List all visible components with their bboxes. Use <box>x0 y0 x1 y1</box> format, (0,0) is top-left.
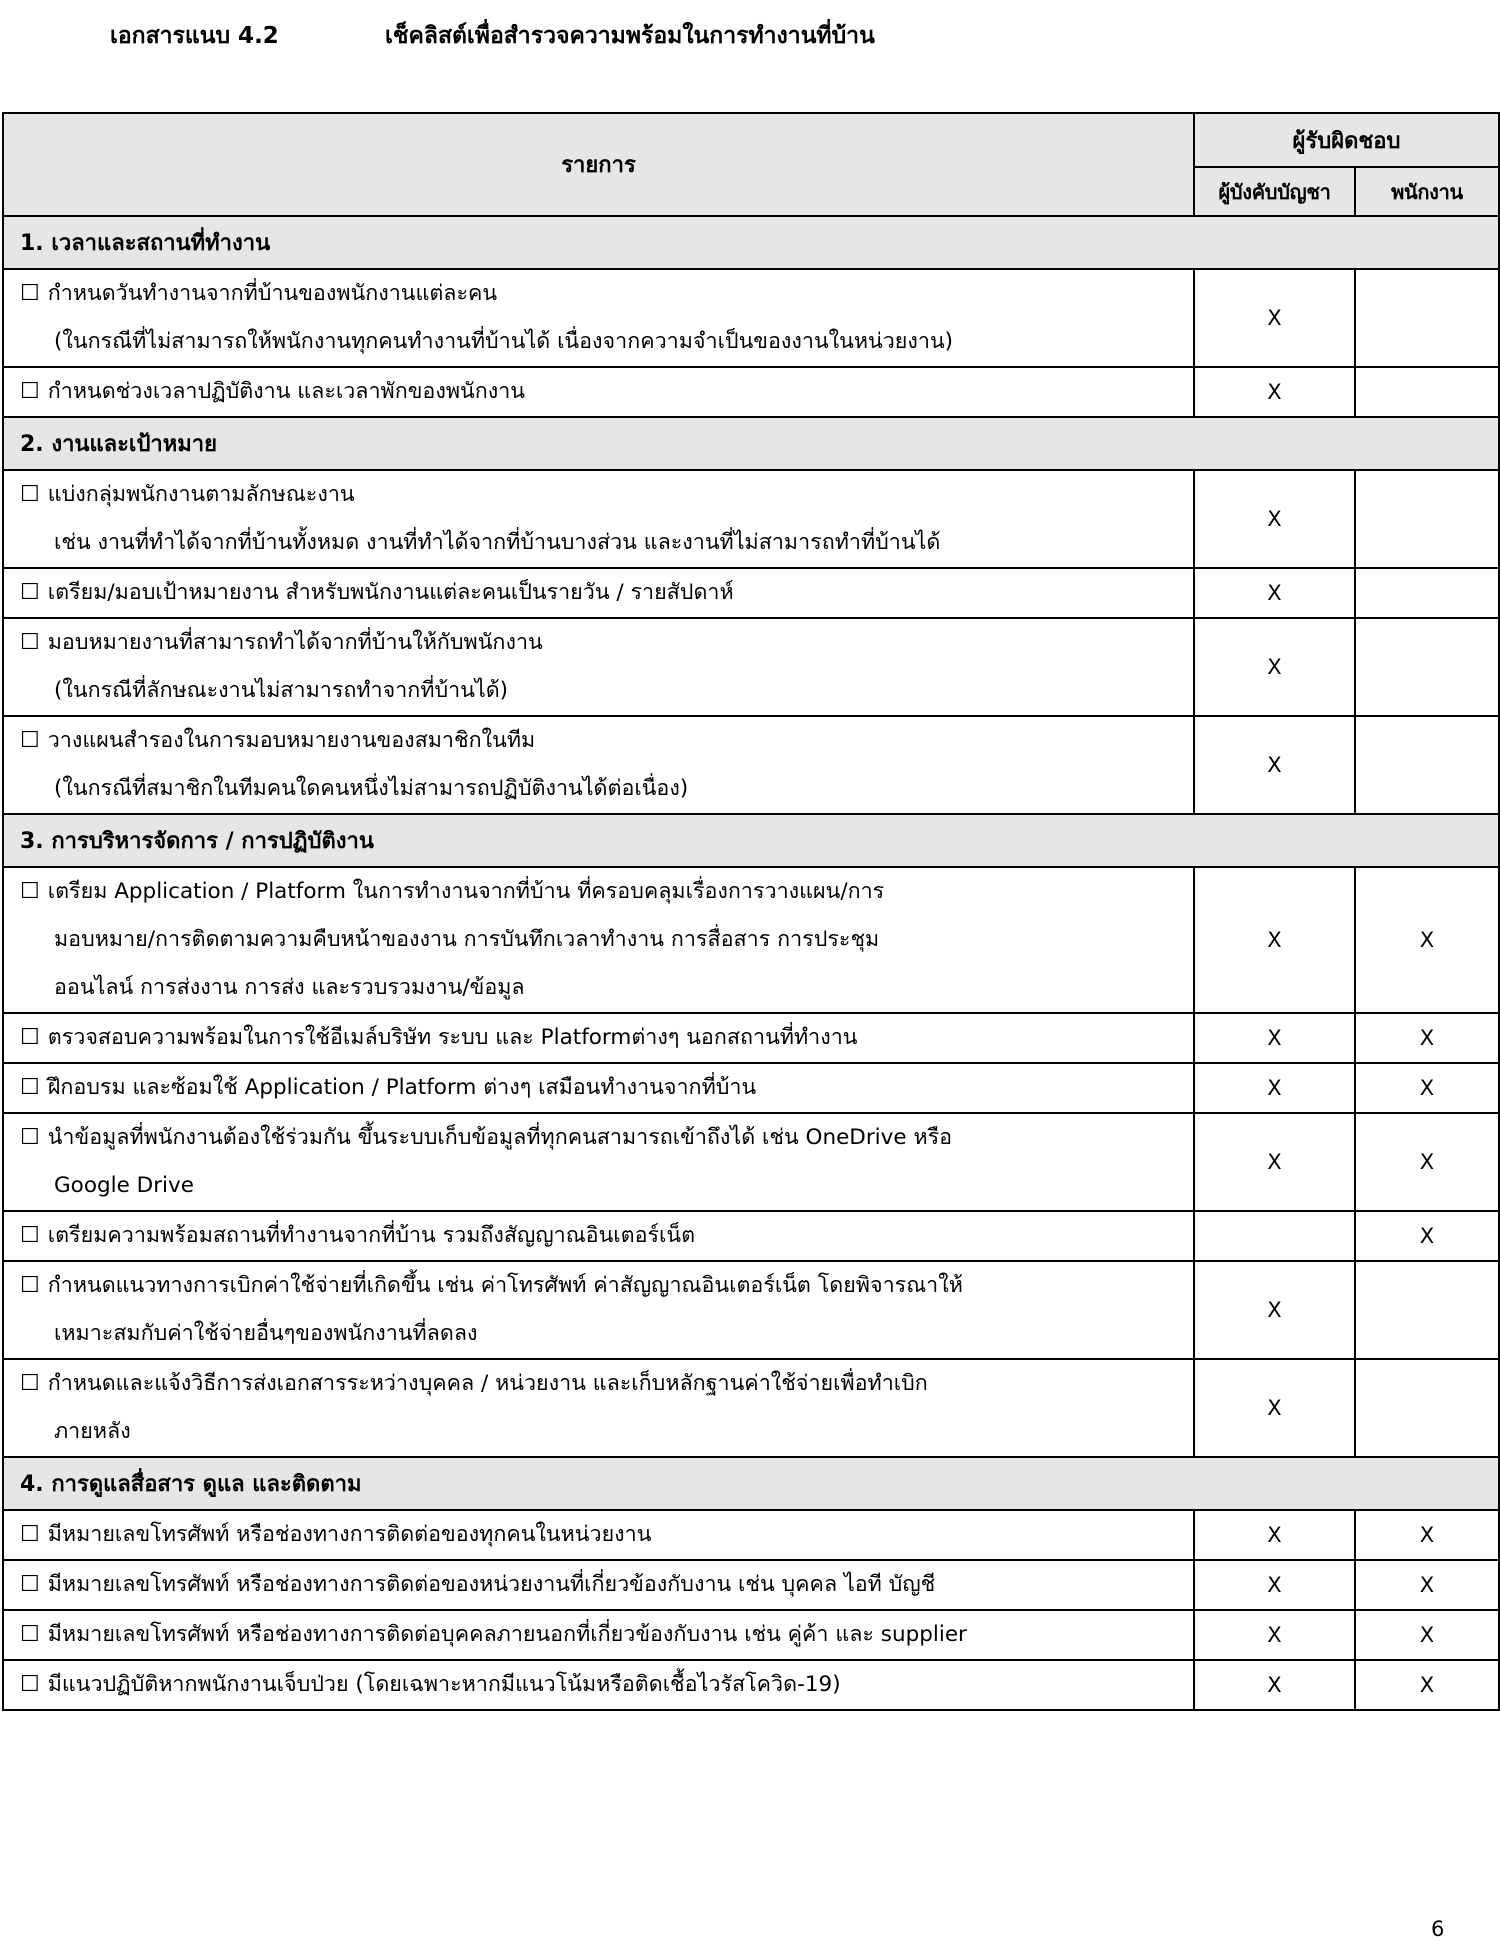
item-line: มีแนวปฏิบัติหากพนักงานเจ็บป่วย (โดยเฉพาะหากมีแนวโน้มหรือติดเชื้อไวรัสโควิด-19) <box>47 1672 841 1697</box>
checkbox-icon[interactable]: ☐ <box>20 1522 40 1547</box>
employee-mark <box>1355 618 1499 716</box>
item-line: กำหนดวันทำงานจากที่บ้านของพนักงานแต่ละคน <box>47 281 498 306</box>
employee-column-header: พนักงาน <box>1355 167 1499 216</box>
supervisor-mark: X <box>1194 1610 1355 1660</box>
checklist-row <box>3 568 1499 618</box>
supervisor-mark: X <box>1194 1660 1355 1710</box>
item-line: ภายหลัง <box>54 1419 131 1444</box>
item-line: มอบหมาย/การติดตามความคืบหน้าของงาน การบันทึกเวลาทำงาน การสื่อสาร การประชุม <box>54 927 880 952</box>
supervisor-mark: X <box>1194 1261 1355 1359</box>
checkbox-icon[interactable]: ☐ <box>20 379 40 404</box>
checkbox-icon[interactable]: ☐ <box>20 1125 40 1150</box>
section-title: 2. งานและเป้าหมาย <box>3 417 1499 470</box>
item-line: (ในกรณีที่สมาชิกในทีมคนใดคนหนึ่งไม่สามารถปฏิบัติงานได้ต่อเนื่อง) <box>54 776 689 801</box>
checklist-row <box>3 1113 1499 1211</box>
checklist-item-text <box>3 1510 1194 1560</box>
checkbox-icon[interactable]: ☐ <box>20 1622 40 1647</box>
item-line: Google Drive <box>54 1173 194 1198</box>
checklist-row <box>3 1510 1499 1560</box>
item-line: มีหมายเลขโทรศัพท์ หรือช่องทางการติดต่อบุคคลภายนอกที่เกี่ยวข้องกับงาน เช่น คู่ค้า และ supplier <box>47 1622 967 1647</box>
supervisor-mark: X <box>1194 867 1355 1013</box>
checkbox-icon[interactable]: ☐ <box>20 281 40 306</box>
checklist-row <box>3 716 1499 814</box>
item-line: เตรียม/มอบเป้าหมายงาน สำหรับพนักงานแต่ละคนเป็นรายวัน / รายสัปดาห์ <box>47 580 734 605</box>
supervisor-mark: X <box>1194 1560 1355 1610</box>
employee-mark <box>1355 269 1499 367</box>
checkbox-icon[interactable]: ☐ <box>20 1371 40 1396</box>
checklist-row <box>3 867 1499 1013</box>
supervisor-mark: X <box>1194 618 1355 716</box>
checklist-body <box>3 216 1499 1710</box>
document-title: เช็คลิสต์เพื่อสำรวจความพร้อมในการทำงานที่บ้าน <box>385 23 875 49</box>
checklist-row <box>3 269 1499 367</box>
item-line: เช่น งานที่ทำได้จากที่บ้านทั้งหมด งานที่ทำได้จากที่บ้านบางส่วน และงานที่ไม่สามารถทำที่บ้านได้ <box>54 530 941 555</box>
checkbox-icon[interactable]: ☐ <box>20 1672 40 1697</box>
employee-mark: X <box>1355 1063 1499 1113</box>
checklist-row <box>3 1359 1499 1457</box>
item-line: มอบหมายงานที่สามารถทำได้จากที่บ้านให้กับพนักงาน <box>47 630 543 655</box>
checklist-item-text <box>3 1560 1194 1610</box>
employee-mark: X <box>1355 1113 1499 1211</box>
checklist-item-text <box>3 470 1194 568</box>
checklist-item-text <box>3 568 1194 618</box>
employee-mark <box>1355 1359 1499 1457</box>
checklist-item-text <box>3 867 1194 1013</box>
supervisor-mark <box>1194 1211 1355 1261</box>
employee-mark <box>1355 470 1499 568</box>
item-line: (ในกรณีที่ลักษณะงานไม่สามารถทำจากที่บ้านได้) <box>54 678 509 703</box>
section-title: 3. การบริหารจัดการ / การปฏิบัติงาน <box>3 814 1499 867</box>
checklist-row <box>3 1211 1499 1261</box>
supervisor-mark: X <box>1194 1359 1355 1457</box>
supervisor-mark: X <box>1194 1063 1355 1113</box>
supervisor-mark: X <box>1194 470 1355 568</box>
supervisor-mark: X <box>1194 269 1355 367</box>
checklist-item-text <box>3 1610 1194 1660</box>
checklist-item-text <box>3 1113 1194 1211</box>
employee-mark <box>1355 568 1499 618</box>
section-row <box>3 1457 1499 1510</box>
item-line: ฝึกอบรม และซ้อมใช้ Application / Platform ต่างๆ เสมือนทำงานจากที่บ้าน <box>47 1075 757 1100</box>
employee-mark: X <box>1355 1660 1499 1710</box>
item-line: มีหมายเลขโทรศัพท์ หรือช่องทางการติดต่อของหน่วยงานที่เกี่ยวข้องกับงาน เช่น บุคคล ไอที บัญชี <box>47 1572 936 1597</box>
responsible-column-header: ผู้รับผิดชอบ <box>1194 113 1499 167</box>
checklist-item-text <box>3 1359 1194 1457</box>
item-line: (ในกรณีที่ไม่สามารถให้พนักงานทุกคนทำงานที่บ้านได้ เนื่องจากความจำเป็นของงานในหน่วยงาน) <box>54 329 954 354</box>
checklist-item-text <box>3 716 1194 814</box>
supervisor-mark: X <box>1194 367 1355 417</box>
employee-mark: X <box>1355 1610 1499 1660</box>
checklist-item-text <box>3 1660 1194 1710</box>
checklist-table <box>2 112 1500 1711</box>
supervisor-mark: X <box>1194 716 1355 814</box>
checklist-item-text <box>3 1211 1194 1261</box>
item-line: แบ่งกลุ่มพนักงานตามลักษณะงาน <box>47 482 355 507</box>
checklist-row <box>3 367 1499 417</box>
employee-mark: X <box>1355 1560 1499 1610</box>
checklist-item-text <box>3 269 1194 367</box>
employee-mark <box>1355 367 1499 417</box>
item-line: ตรวจสอบความพร้อมในการใช้อีเมล์บริษัท ระบบ และ Platformต่างๆ นอกสถานที่ทำงาน <box>47 1025 858 1050</box>
item-line: วางแผนสำรองในการมอบหมายงานของสมาชิกในทีม <box>47 728 536 753</box>
item-line: เตรียมความพร้อมสถานที่ทำงานจากที่บ้าน รวมถึงสัญญาณอินเตอร์เน็ต <box>47 1223 696 1248</box>
item-line: ออนไลน์ การส่งงาน การส่ง และรวบรวมงาน/ข้อมูล <box>54 975 525 1000</box>
section-row <box>3 814 1499 867</box>
section-title: 1. เวลาและสถานที่ทำงาน <box>3 216 1499 269</box>
supervisor-mark: X <box>1194 1510 1355 1560</box>
item-line: เตรียม Application / Platform ในการทำงานจากที่บ้าน ที่ครอบคลุมเรื่องการวางแผน/การ <box>47 879 885 904</box>
checkbox-icon[interactable]: ☐ <box>20 1223 40 1248</box>
page-number: 6 <box>1431 1917 1445 1941</box>
item-line: นำข้อมูลที่พนักงานต้องใช้ร่วมกัน ขึ้นระบบเก็บข้อมูลที่ทุกคนสามารถเข้าถึงได้ เช่น OneDrive หรือ <box>47 1125 953 1150</box>
checkbox-icon[interactable]: ☐ <box>20 1572 40 1597</box>
employee-mark: X <box>1355 867 1499 1013</box>
checkbox-icon[interactable]: ☐ <box>20 879 40 904</box>
item-line: กำหนดและแจ้งวิธีการส่งเอกสารระหว่างบุคคล / หน่วยงาน และเก็บหลักฐานค่าใช้จ่ายเพื่อทำเบิก <box>47 1371 928 1396</box>
item-line: กำหนดช่วงเวลาปฏิบัติงาน และเวลาพักของพนักงาน <box>47 379 525 404</box>
checklist-row <box>3 1063 1499 1113</box>
supervisor-column-header: ผู้บังคับบัญชา <box>1194 167 1355 216</box>
item-column-header: รายการ <box>3 113 1194 216</box>
checklist-row <box>3 1610 1499 1660</box>
checklist-row <box>3 1660 1499 1710</box>
employee-mark <box>1355 716 1499 814</box>
checklist-item-text <box>3 1013 1194 1063</box>
section-row <box>3 417 1499 470</box>
section-row <box>3 216 1499 269</box>
supervisor-mark: X <box>1194 1113 1355 1211</box>
checklist-row <box>3 470 1499 568</box>
item-line: กำหนดแนวทางการเบิกค่าใช้จ่ายที่เกิดขึ้น เช่น ค่าโทรศัพท์ ค่าสัญญาณอินเตอร์เน็ต โดยพิจารณาให้ <box>47 1273 963 1298</box>
checkbox-icon[interactable]: ☐ <box>20 630 40 655</box>
checklist-row <box>3 1560 1499 1610</box>
checklist-row <box>3 1013 1499 1063</box>
checklist-row <box>3 618 1499 716</box>
checkbox-icon[interactable]: ☐ <box>20 1025 40 1050</box>
checkbox-icon[interactable]: ☐ <box>20 580 40 605</box>
checklist-item-text <box>3 367 1194 417</box>
checkbox-icon[interactable]: ☐ <box>20 482 40 507</box>
checklist-item-text <box>3 1063 1194 1113</box>
section-title: 4. การดูแลสื่อสาร ดูแล และติดตาม <box>3 1457 1499 1510</box>
checklist-item-text <box>3 1261 1194 1359</box>
checkbox-icon[interactable]: ☐ <box>20 1075 40 1100</box>
employee-mark: X <box>1355 1211 1499 1261</box>
supervisor-mark: X <box>1194 568 1355 618</box>
supervisor-mark: X <box>1194 1013 1355 1063</box>
checklist-item-text <box>3 618 1194 716</box>
employee-mark: X <box>1355 1510 1499 1560</box>
document-header <box>110 18 875 54</box>
checkbox-icon[interactable]: ☐ <box>20 1273 40 1298</box>
attachment-number: เอกสารแนบ 4.2 <box>110 23 279 49</box>
item-line: มีหมายเลขโทรศัพท์ หรือช่องทางการติดต่อของทุกคนในหน่วยงาน <box>47 1522 652 1547</box>
item-line: เหมาะสมกับค่าใช้จ่ายอื่นๆของพนักงานที่ลดลง <box>54 1321 478 1346</box>
employee-mark <box>1355 1261 1499 1359</box>
checkbox-icon[interactable]: ☐ <box>20 728 40 753</box>
checklist-row <box>3 1261 1499 1359</box>
employee-mark: X <box>1355 1013 1499 1063</box>
